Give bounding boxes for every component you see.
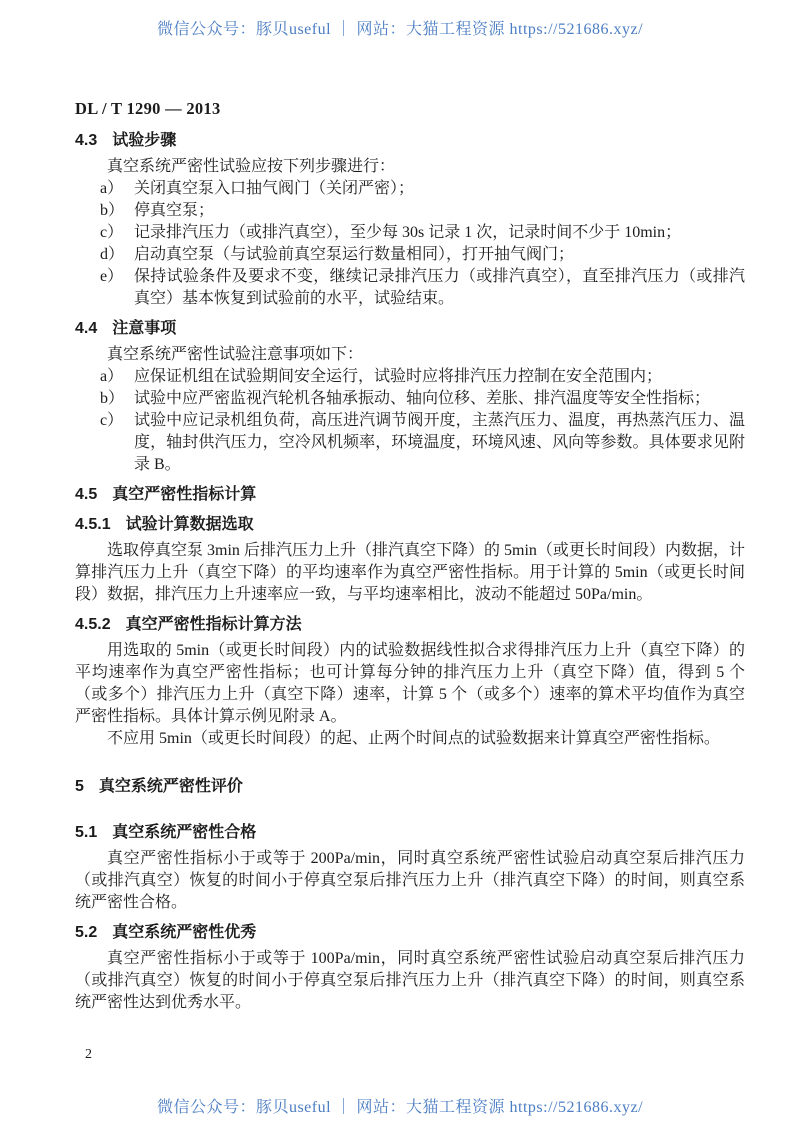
paragraph: 真空系统严密性试验注意事项如下： (107, 346, 364, 363)
list-item-text: 保持试验条件及要求不变，继续记录排汽压力（或排汽真空），直至排汽压力（或排汽真空）基本恢复到试验前的水平，试验结束。 (134, 268, 745, 307)
heading-number: 5.2 (75, 924, 98, 941)
heading-title: 真空严密性指标计算 (112, 486, 257, 503)
list-item-label: e） (100, 268, 124, 285)
document-body (75, 130, 745, 1014)
paragraph: 真空严密性指标小于或等于 100Pa/min，同时真空系统严密性试验启动真空泵后排汽压力（或排汽真空）恢复的时间小于停真空泵后排汽压力上升（排汽真空下降）的时间，则真空系统严密性达到优秀水平。 (75, 950, 745, 1011)
paragraph: 选取停真空泵 3min 后排汽压力上升（排汽真空下降）的 5min（或更长时间段）内数据，计算排汽压力上升（真空下降）的平均速率作为真空严密性指标。用于计算的 5min（或更长时间段）数据，排汽压力上升速率应一致，与平均速率相比，波动不能超过 50Pa/min。 (75, 542, 745, 603)
header-watermark: 微信公众号：豚贝useful ｜ 网站：大猫工程资源 https://521686.xyz/ (156, 21, 644, 38)
list-item-label: b） (100, 390, 125, 407)
list-item-label: c） (100, 412, 124, 429)
list-item-label: a） (100, 368, 124, 385)
heading-number: 4.3 (75, 132, 98, 149)
subclause-heading (75, 514, 745, 536)
heading-number: 4.4 (75, 320, 98, 337)
list-item (75, 410, 745, 476)
paragraph: 真空严密性指标小于或等于 200Pa/min，同时真空系统严密性试验启动真空泵后排汽压力（或排汽真空）恢复的时间小于停真空泵后排汽压力上升（排汽真空下降）的时间，则真空系统严密性合格。 (75, 850, 745, 911)
footer-watermark: 微信公众号：豚贝useful ｜ 网站：大猫工程资源 https://521686.xyz/ (156, 1099, 644, 1116)
list-item (75, 222, 745, 244)
heading-number: 5 (75, 778, 84, 795)
clause-heading (75, 822, 745, 844)
heading-title: 真空系统严密性优秀 (112, 924, 257, 941)
list-item (75, 200, 745, 222)
list-item-label: b） (100, 202, 125, 219)
list-item-text: 试验中应严密监视汽轮机各轴承振动、轴向位移、差胀、排汽温度等安全性指标； (134, 390, 711, 407)
clause-heading (75, 130, 745, 152)
list-item-label: c） (100, 224, 124, 241)
list-item-text: 启动真空泵（与试验前真空泵运行数量相同），打开抽气阀门； (134, 246, 575, 263)
paragraph: 不应用 5min（或更长时间段）的起、止两个时间点的试验数据来计算真空严密性指标。 (107, 730, 720, 747)
clause-heading (75, 922, 745, 944)
clause-heading (75, 484, 745, 506)
section-heading (75, 776, 745, 798)
heading-title: 真空系统严密性合格 (112, 824, 257, 841)
standard-number: DL / T 1290 — 2013 (75, 99, 221, 118)
heading-title: 试验计算数据选取 (125, 516, 254, 533)
heading-title: 真空严密性指标计算方法 (125, 616, 302, 633)
list-item-text: 关闭真空泵入口抽气阀门（关闭严密）； (134, 180, 415, 197)
list-item (75, 366, 745, 388)
heading-number: 4.5 (75, 486, 98, 503)
page-number: 2 (85, 1047, 92, 1062)
list-item (75, 266, 745, 310)
list-item (75, 178, 745, 200)
paragraph: 用选取的 5min（或更长时间段）内的试验数据线性拟合求得排汽压力上升（真空下降）的平均速率作为真空严密性指标；也可计算每分钟的排汽压力上升（真空下降）值，得到 5 个（或多个）排汽压力上升（真空下降）速率，计算 5 个（或多个）速率的算术平均值作为真空严密性指标。具体计算示例见附录 A。 (75, 642, 745, 725)
clause-heading (75, 318, 745, 340)
heading-number: 4.5.2 (75, 616, 111, 633)
list-item (75, 244, 745, 266)
heading-title: 注意事项 (112, 320, 177, 337)
list-item (75, 388, 745, 410)
list-item-label: d） (100, 246, 125, 263)
heading-number: 5.1 (75, 824, 98, 841)
list-item-label: a） (100, 180, 124, 197)
list-item-text: 停真空泵； (134, 202, 215, 219)
heading-title: 真空系统严密性评价 (98, 778, 243, 795)
paragraph: 真空系统严密性试验应按下列步骤进行： (107, 158, 396, 175)
heading-number: 4.5.1 (75, 516, 111, 533)
list-item-text: 应保证机组在试验期间安全运行，试验时应将排汽压力控制在安全范围内； (134, 368, 663, 385)
list-item-text: 试验中应记录机组负荷，高压进汽调节阀开度，主蒸汽压力、温度，再热蒸汽压力、温度，轴封供汽压力，空冷风机频率，环境温度，环境风速、风向等参数。具体要求见附录 B。 (134, 412, 745, 473)
heading-title: 试验步骤 (112, 132, 177, 149)
list-item-text: 记录排汽压力（或排汽真空），至少每 30s 记录 1 次，记录时间不少于 10min； (134, 224, 682, 241)
subclause-heading (75, 614, 745, 636)
